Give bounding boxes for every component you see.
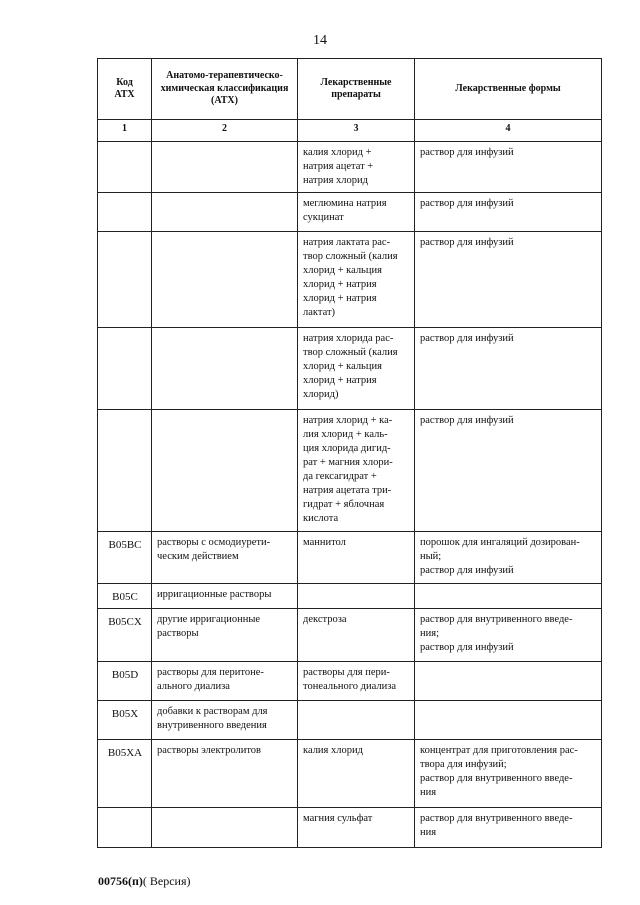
cell-drug: натрия хлорид + ка- лия хлорид + каль- ция хлорида дигид- рат + магния хлори- да гексагидрат + натрия ацетата три- гидрат + яблочная кислота (298, 410, 415, 532)
cell-drug: растворы для пери- тонеального диализа (298, 662, 415, 701)
table-row (98, 532, 602, 584)
cell-form (415, 701, 602, 740)
cell-atc: растворы с осмодиурети- ческим действием (152, 532, 298, 584)
cell-atc: другие ирригационные растворы (152, 609, 298, 662)
column-number-row (98, 120, 602, 142)
cell-atc: добавки к растворам для внутривенного введения (152, 701, 298, 740)
cell-atc: ирригационные растворы (152, 584, 298, 609)
cell-form: раствор для инфузий (415, 410, 602, 532)
cell-drug: натрия хлорида рас- твор сложный (калия хлорид + кальция хлорид + натрия хлорид) (298, 328, 415, 410)
cell-atc (152, 142, 298, 193)
column-number: 2 (152, 120, 298, 142)
cell-drug (298, 701, 415, 740)
cell-form: концентрат для приготовления рас- твора для инфузий; раствор для внутривенного введе- ния (415, 740, 602, 808)
table-row (98, 662, 602, 701)
table-row (98, 142, 602, 193)
table-row (98, 701, 602, 740)
cell-atc: растворы для перитоне- ального диализа (152, 662, 298, 701)
header-atc-code: Код АТХ (98, 59, 152, 120)
cell-atc: растворы электролитов (152, 740, 298, 808)
cell-code (98, 808, 152, 848)
cell-drug: маннитол (298, 532, 415, 584)
table-header-row (98, 59, 602, 120)
cell-code (98, 232, 152, 328)
cell-code: B05CX (98, 609, 152, 662)
cell-code (98, 328, 152, 410)
header-dosage-forms: Лекарственные формы (415, 59, 602, 120)
table-row (98, 232, 602, 328)
cell-code (98, 142, 152, 193)
cell-form: раствор для инфузий (415, 142, 602, 193)
table-row (98, 193, 602, 232)
cell-atc (152, 410, 298, 532)
table-row (98, 808, 602, 848)
cell-drug: натрия лактата рас- твор сложный (калия хлорид + кальция хлорид + натрия хлорид + натрия лактат) (298, 232, 415, 328)
cell-form: раствор для инфузий (415, 193, 602, 232)
document-footer (98, 874, 191, 889)
cell-code: B05X (98, 701, 152, 740)
cell-drug: меглюмина натрия сукцинат (298, 193, 415, 232)
cell-atc (152, 808, 298, 848)
cell-code: B05BC (98, 532, 152, 584)
table-row (98, 609, 602, 662)
column-number: 3 (298, 120, 415, 142)
cell-atc (152, 328, 298, 410)
table-row (98, 410, 602, 532)
column-number: 1 (98, 120, 152, 142)
column-number: 4 (415, 120, 602, 142)
header-drugs: Лекарственные препараты (298, 59, 415, 120)
cell-form: раствор для инфузий (415, 328, 602, 410)
cell-atc (152, 232, 298, 328)
cell-code (98, 193, 152, 232)
table-row (98, 740, 602, 808)
cell-code: B05C (98, 584, 152, 609)
cell-code: B05D (98, 662, 152, 701)
page-number: 14 (313, 33, 327, 48)
table-row (98, 328, 602, 410)
table-row (98, 584, 602, 609)
footer-code: 00756(п) (98, 874, 143, 888)
cell-form (415, 662, 602, 701)
cell-drug: калия хлорид + натрия ацетат + натрия хлорид (298, 142, 415, 193)
cell-drug: декстроза (298, 609, 415, 662)
cell-atc (152, 193, 298, 232)
footer-version: ( Версия) (142, 874, 191, 888)
header-atc-classification: Анатомо-терапевтическо- химическая классификация (АТХ) (152, 59, 298, 120)
cell-drug (298, 584, 415, 609)
cell-form: раствор для инфузий (415, 232, 602, 328)
atc-drug-table (97, 58, 602, 848)
cell-drug: калия хлорид (298, 740, 415, 808)
cell-code: B05XA (98, 740, 152, 808)
cell-form: раствор для внутривенного введе- ния; раствор для инфузий (415, 609, 602, 662)
cell-form (415, 584, 602, 609)
cell-form: порошок для ингаляций дозирован- ный; раствор для инфузий (415, 532, 602, 584)
cell-drug: магния сульфат (298, 808, 415, 848)
cell-form: раствор для внутривенного введе- ния (415, 808, 602, 848)
cell-code (98, 410, 152, 532)
